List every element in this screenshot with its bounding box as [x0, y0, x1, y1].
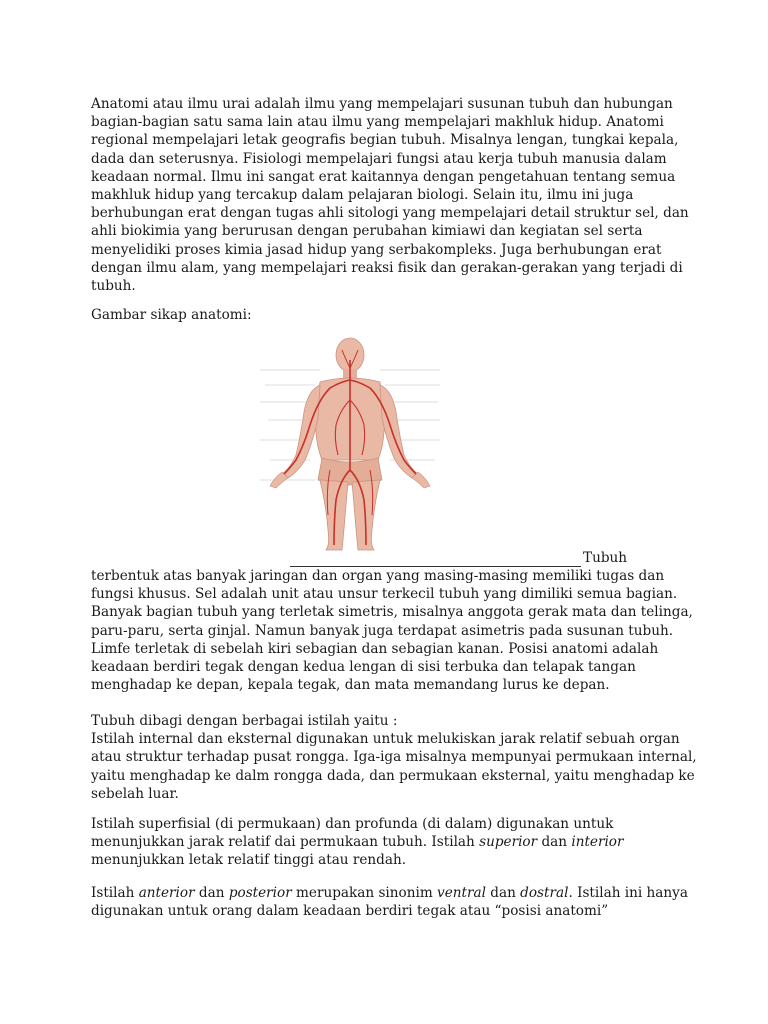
paragraph-3-line-1: Tubuh dibagi dengan berbagai istilah yaitu :	[91, 713, 398, 729]
paragraph-1-line-4: dada dan seterusnya. Fisiologi mempelajari fungsi atau kerja tubuh manusia dalam	[91, 150, 667, 167]
paragraph-3-text	[91, 712, 697, 803]
paragraph-1-line-1: Anatomi atau ilmu urai adalah ilmu yang mempelajari susunan tubuh dan hubungan	[91, 96, 673, 112]
paragraph-superfisial	[91, 815, 691, 870]
p5-text-g: dan	[485, 885, 521, 901]
paragraph-5-line-2: digunakan untuk orang dalam keadaan berdiri tegak atau “posisi anatomi”	[91, 903, 609, 920]
paragraph-4-line-3: menunjukkan letak relatif tinggi atau rendah.	[91, 852, 407, 869]
paragraph-1-line-11: tubuh.	[91, 278, 136, 295]
term-interior: interior	[571, 834, 624, 851]
figure-intro-text: Gambar sikap anatomi:	[91, 307, 252, 323]
paragraph-3-line-3: atau struktur terhadap pusat rongga. Iga-iga misalnya mempunyai permukaan internal,	[91, 749, 697, 766]
paragraph-1-line-5: keadaan normal. Ilmu ini sangat erat kaitannya dengan pengetahuan tentang semua	[91, 168, 676, 185]
anatomy-body-illustration	[260, 330, 440, 555]
paragraph-2-line-5: Limfe terletak di sebelah kiri sebagian dan sebagian kanan. Posisi anatomi adalah	[91, 640, 659, 657]
paragraph-3-line-4: yaitu menghadap ke dalm rongga dada, dan permukaan eksternal, yaitu menghadap ke	[91, 767, 695, 784]
paragraph-2-line-2: fungsi khusus. Sel adalah unit atau unsur terkecil tubuh yang dimiliki semua bagian.	[91, 586, 678, 603]
paragraph-1-line-8: ahli biokimia yang berurusan dengan perubahan kimiawi dan kegiatan sel serta	[91, 223, 643, 240]
term-posterior: posterior	[228, 885, 292, 901]
paragraph-1-line-2: bagian-bagian satu sama lain atau ilmu yang mempelajari makhluk hidup. Anatomi	[91, 114, 664, 131]
paragraph-2-text	[91, 567, 691, 694]
p5-text-e: merupakan sinonim	[291, 885, 438, 901]
p4-text-c: dan	[537, 834, 572, 851]
paragraph-1-line-10: dengan ilmu alam, yang mempelajari reaksi fisik dan gerakan-gerakan yang terjadi di	[91, 259, 683, 276]
paragraph-2-line-7: menghadap ke depan, kepala tegak, dan mata memandang lurus ke depan.	[91, 677, 610, 694]
paragraph-2-line-1: terbentuk atas banyak jaringan dan organ yang masing-masing memiliki tugas dan	[91, 568, 665, 584]
paragraph-3-line-5: sebelah luar.	[91, 785, 179, 802]
p5-text-a: Istilah	[91, 885, 139, 901]
paragraph-anatomi-definition	[91, 95, 691, 295]
paragraph-5-text	[91, 884, 691, 920]
paragraph-2-line-6: keadaan berdiri tegak dengan kedua lengan di sisi terbuka dan telapak tangan	[91, 659, 636, 676]
paragraph-1-line-9: menyelidiki proses kimia jasad hidup yang serbakompleks. Juga berhubungan erat	[91, 241, 662, 258]
paragraph-istilah	[91, 712, 697, 803]
paragraph-2-line-4: paru-paru, serta ginjal. Namun banyak juga terdapat asimetris pada susunan tubuh.	[91, 622, 674, 639]
term-dostral: dostral	[520, 885, 569, 901]
figure-intro	[91, 306, 691, 324]
paragraph-2-line-3: Banyak bagian tubuh yang terletak simetris, misalnya anggota gerak mata dan telinga,	[91, 604, 693, 621]
paragraph-3-line-2: Istilah internal dan eksternal digunakan untuk melukiskan jarak relatif sebuah organ	[91, 731, 680, 748]
paragraph-2-first-word: Tubuh	[583, 550, 628, 566]
term-anterior: anterior	[138, 885, 195, 901]
anatomy-figure	[260, 330, 440, 555]
paragraph-4-text	[91, 815, 691, 870]
paragraph-anterior	[91, 884, 691, 920]
paragraph-5-line-1	[91, 884, 691, 902]
paragraph-4-line-1: Istilah superfisial (di permukaan) dan profunda (di dalam) digunakan untuk	[91, 816, 614, 832]
paragraph-1-line-6: makhluk hidup yang tercakup dalam pelajaran biologi. Selain itu, ilmu ini juga	[91, 187, 634, 204]
paragraph-tubuh	[91, 567, 691, 694]
paragraph-1-text	[91, 95, 691, 295]
p4-text-a: menunjukkan jarak relatif dai permukaan tubuh. Istilah	[91, 834, 480, 851]
paragraph-4-line-2	[91, 833, 691, 851]
p5-text-c: dan	[194, 885, 229, 901]
term-ventral: ventral	[437, 885, 486, 901]
p5-text-i: . Istilah ini hanya	[568, 885, 688, 901]
term-superior: superior	[479, 834, 538, 851]
paragraph-1-line-3: regional mempelajari letak geografis begian tubuh. Misalnya lengan, tungkai kepala,	[91, 132, 679, 149]
paragraph-1-line-7: berhubungan erat dengan tugas ahli sitologi yang mempelajari detail struktur sel, dan	[91, 205, 689, 222]
